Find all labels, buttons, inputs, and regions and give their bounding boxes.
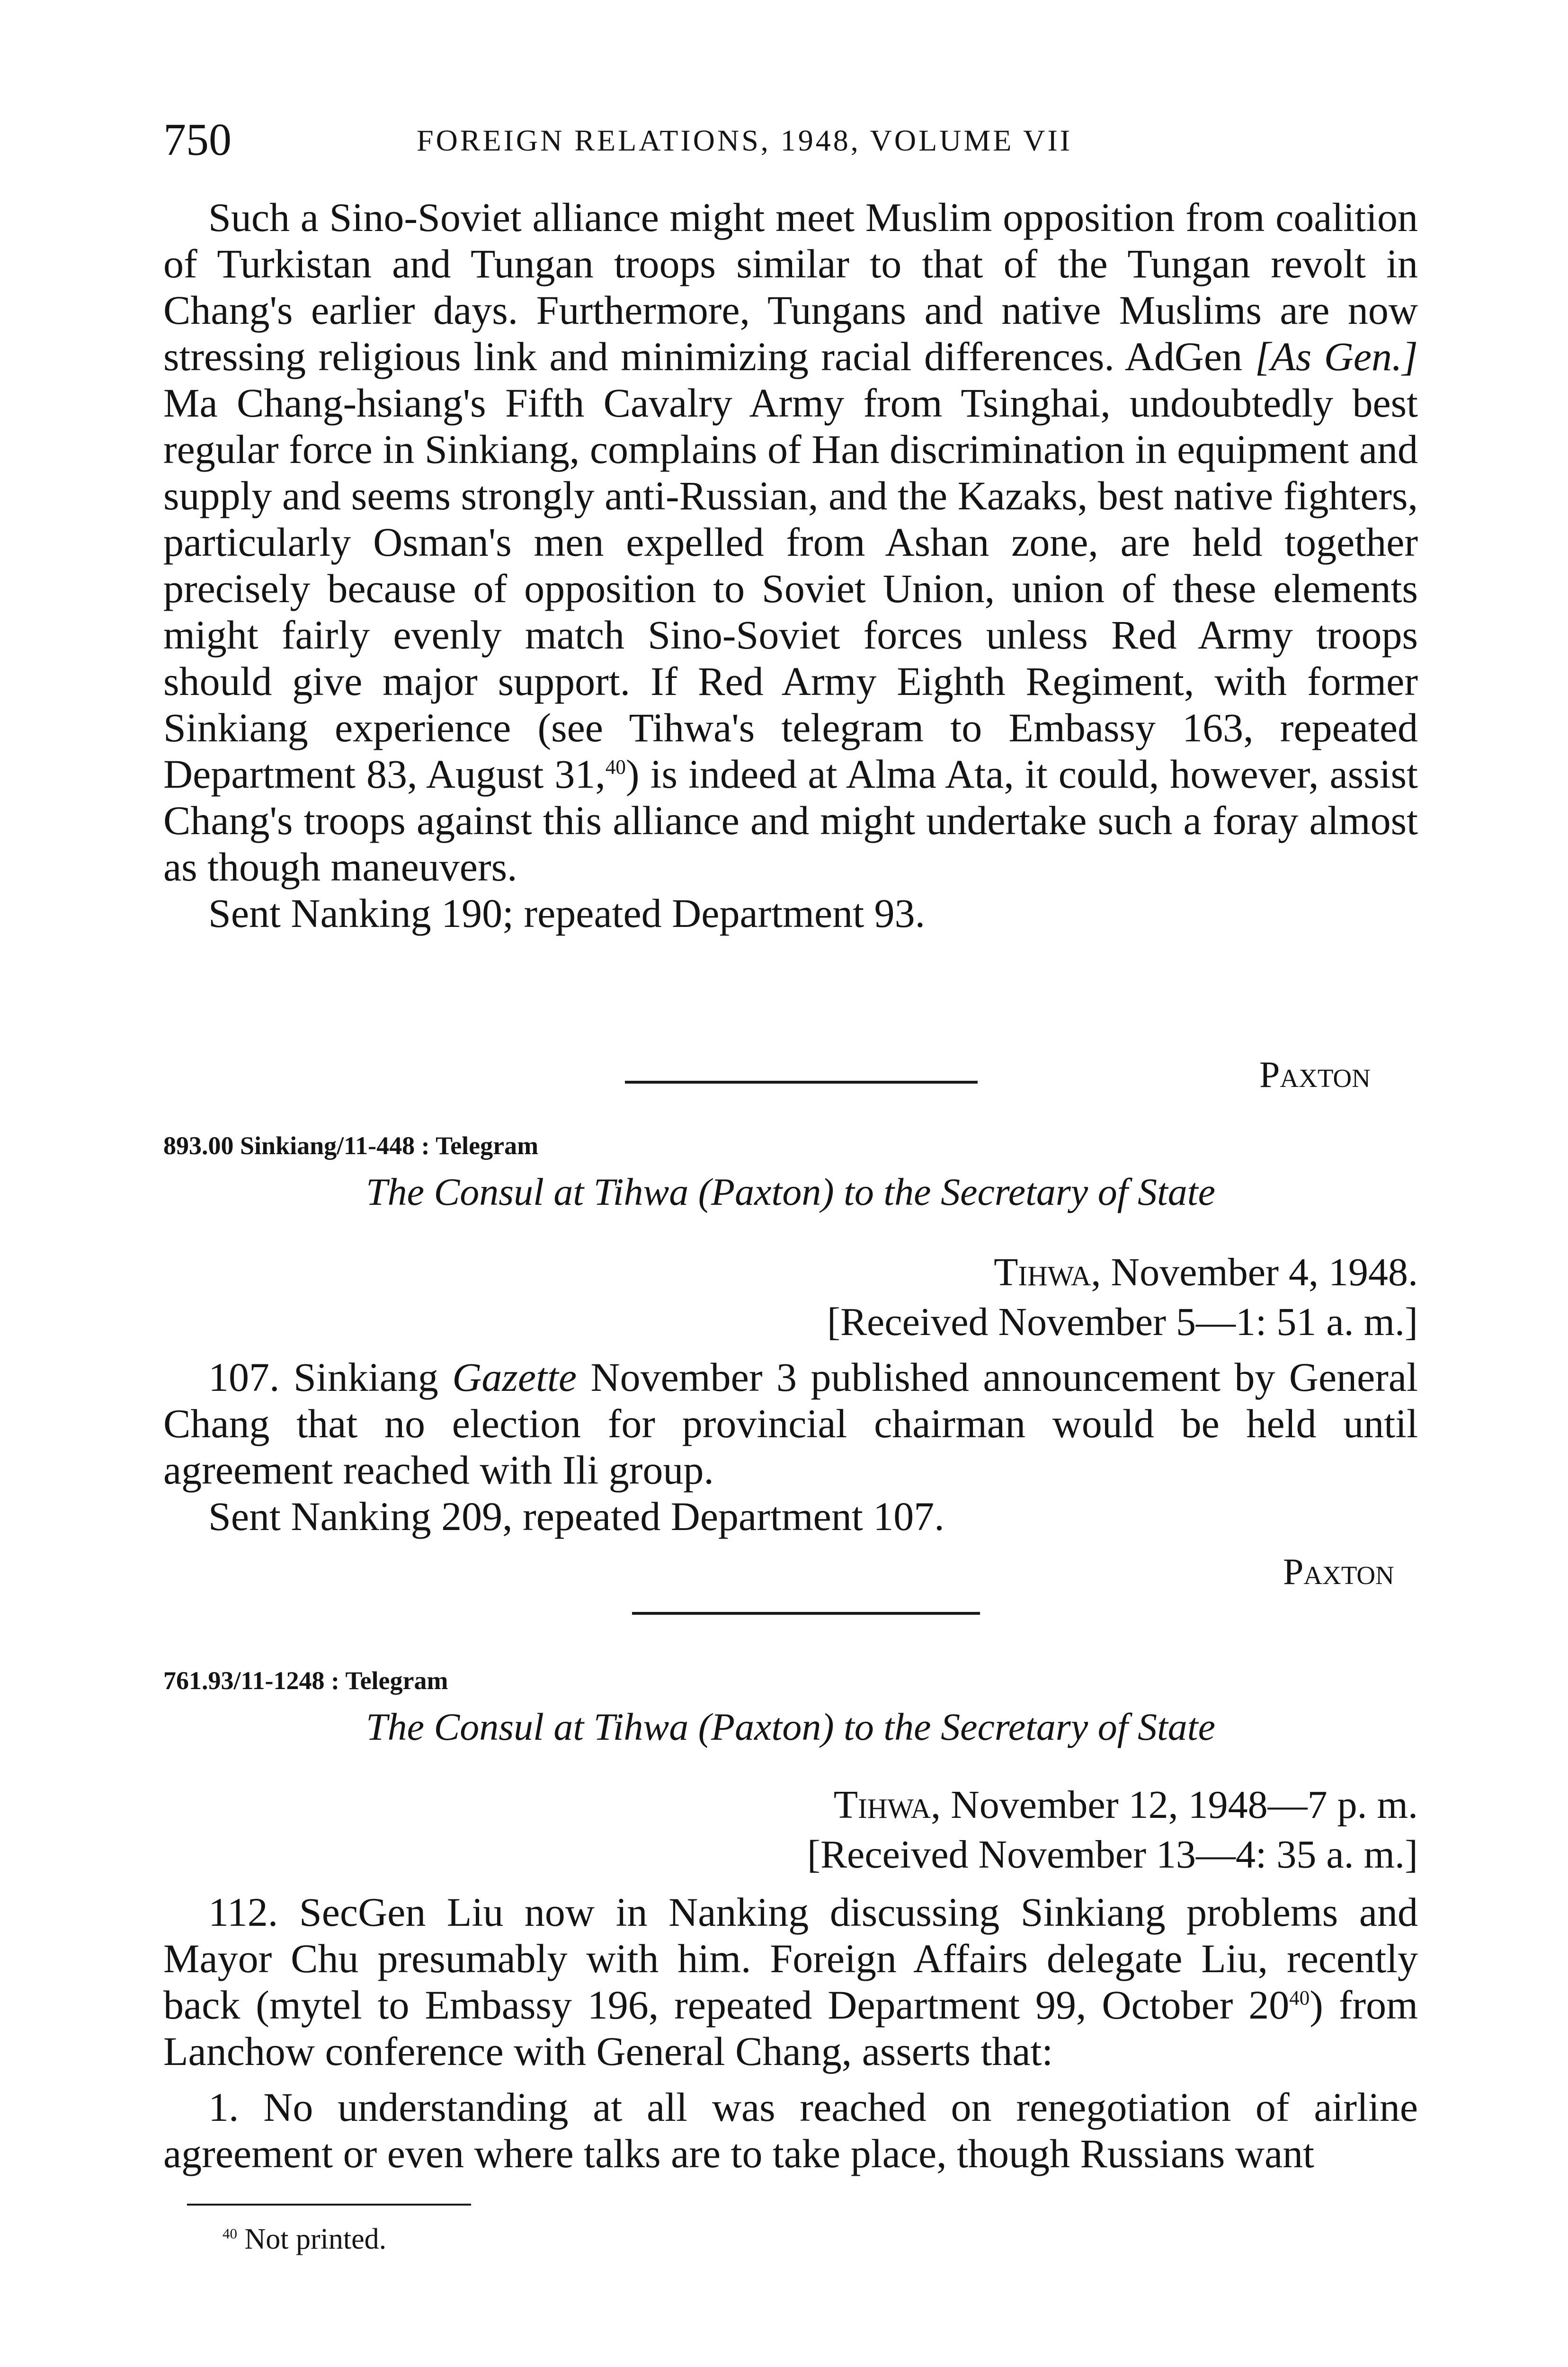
paragraph — [163, 194, 1418, 890]
telegram-continuation — [163, 194, 1418, 936]
text-run: Such a Sino-Soviet alliance might meet Muslim opposition from coalition of Turkistan and Tungan troops similar to that of the Tungan revolt in Chang's earlier days. Furthermore, Tungans and native Muslims are now stressing religious link and minimizing racial differences. AdGen — [163, 195, 1418, 379]
document-title: The Consul at Tihwa (Paxton) to the Secretary of State — [366, 1705, 1215, 1748]
separator-rule — [632, 1612, 980, 1615]
place: Tihwa — [833, 1783, 931, 1827]
text-run: 112. SecGen Liu now in Nanking discussing Sinkiang problems and Mayor Chu presumably with him. Foreign Affairs delegate Liu, recently back (mytel to Embassy 196, repeated Department 99, October 20 — [163, 1889, 1418, 2028]
telegram-body — [163, 1889, 1418, 2177]
footnote-text: Not printed. — [244, 2223, 387, 2255]
dateline — [163, 1250, 1418, 1295]
text-run: 107. Sinkiang — [208, 1354, 453, 1400]
text-run: ) from Lanchow conference with General Chang, asserts that: — [163, 1982, 1418, 2074]
date: , November 4, 1948. — [1091, 1250, 1418, 1294]
received-line: [Received November 5—1: 51 a. m.] — [827, 1300, 1418, 1344]
telegram-body — [163, 1354, 1418, 1539]
paragraph: Sent Nanking 209, repeated Department 107. — [208, 1494, 944, 1539]
text-run: November 3 published announcement by General Chang that no election for provincial chairman would be held until agreement reached with Ili group. — [163, 1354, 1418, 1493]
place: Tihwa — [994, 1250, 1091, 1294]
footnote-ref: 40 — [1289, 1987, 1310, 2010]
page-number: 750 — [163, 114, 232, 165]
signature: Paxton — [1259, 1054, 1371, 1095]
text-run: Ma Chang-hsiang's Fifth Cavalry Army from Tsinghai, undoubtedly best regular force in Sinkiang, complains of Han discrimination in equipment and supply and seems strongly anti-Russian, and the Kazaks, best native fighters, particularly Osman's men expelled from Ashan zone, are held together precisely because of opposition to Soviet Union, union of these elements might fairly evenly match Sino-Soviet forces unless Red Army troops should give major support. If Red Army Eighth Regiment, with former Sinkiang experience (see Tihwa's telegram to Embassy 163, repeated Department 83, August 31, — [163, 380, 1418, 797]
document-title: The Consul at Tihwa (Paxton) to the Secretary of State — [366, 1170, 1215, 1213]
date: , November 12, 1948—7 p. m. — [931, 1783, 1418, 1827]
signature: Paxton — [1283, 1551, 1394, 1592]
footnote-rule — [187, 2204, 471, 2206]
dateline — [163, 1782, 1418, 1828]
received-line: [Received November 13—4: 35 a. m.] — [807, 1833, 1418, 1877]
text-run: ) is indeed at Alma Ata, it could, however, assist Chang's troops against this alliance and might undertake such a foray almost as though maneuvers. — [163, 751, 1418, 890]
paragraph — [163, 1354, 1418, 1493]
footnote-marker: 40 — [223, 2225, 237, 2242]
paragraph: 1. No understanding at all was reached on renegotiation of airline agreement or even where talks are to take place, though Russians want — [163, 2084, 1418, 2176]
paragraph: Sent Nanking 190; repeated Department 93. — [208, 890, 926, 936]
paragraph — [163, 1889, 1418, 2074]
file-reference: 893.00 Sinkiang/11-448 : Telegram — [163, 1131, 539, 1160]
publication-name: Gazette — [452, 1354, 577, 1400]
footnote — [223, 2220, 386, 2258]
footnote-ref: 40 — [605, 756, 626, 779]
file-reference: 761.93/11-1248 : Telegram — [163, 1666, 448, 1695]
editorial-insertion: [As Gen.] — [1255, 334, 1418, 379]
page-header — [163, 114, 1432, 166]
running-title: FOREIGN RELATIONS, 1948, VOLUME VII — [417, 124, 1073, 157]
separator-rule — [625, 1081, 978, 1084]
